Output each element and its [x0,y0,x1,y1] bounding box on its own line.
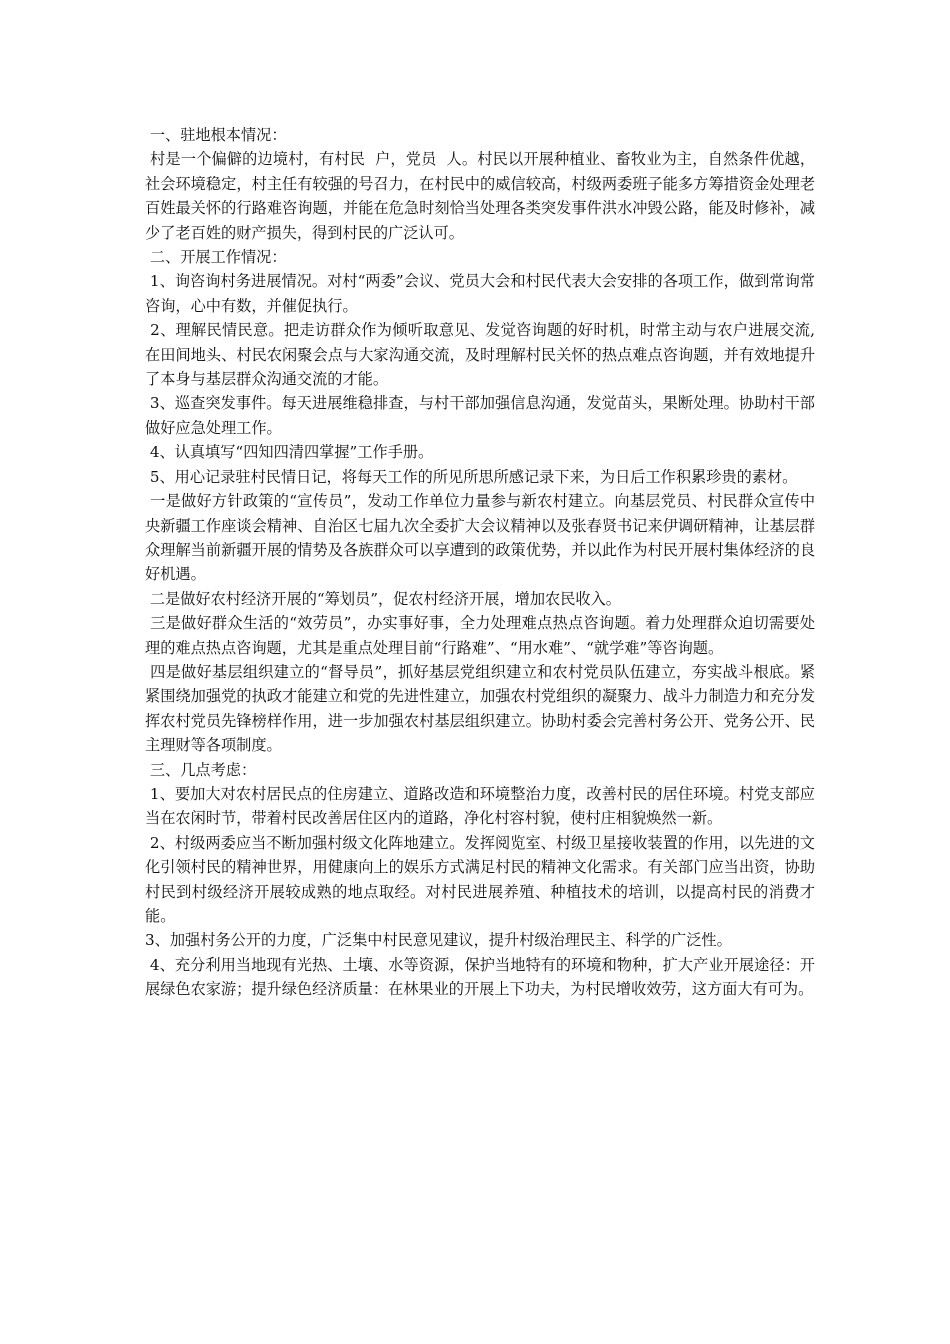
paragraph-work-item-2: 2、理解民情民意。把走访群众作为倾听取意见、发觉咨询题的好时机，时常主动与农户进展交流,在田间地头、村民农闲聚会点与大家沟通交流，及时理解村民关怀的热点难点咨询题，并有效地提升了本身与基层群众沟通交流的才能。 [145,321,815,389]
paragraph-role-propagandist: 一是做好方针政策的“宣传员”，发动工作单位力量参与新农村建立。向基层党员、村民群众宣传中央新疆工作座谈会精神、自治区七届九次全委扩大会议精神以及张春贤书记来伊调研精神，让基层群众理解当前新疆开展的情势及各族群众可以享遭到的政策优势，并以此作为村民开展村集体经济的良好机遇。 [145,492,816,584]
paragraph-work-item-4: 4、认真填写“四知四清四掌握”工作手册。 [145,443,434,462]
paragraph-suggestion-4: 4、充分利用当地现有光热、土壤、水等资源，保护当地特有的环境和物种，扩大产业开展途径：开展绿色农家游；提升绿色经济质量：在林果业的开展上下功夫，为村民增收效劳，这方面大有可为。 [145,955,815,999]
paragraph-work-item-3: 3、巡查突发事件。每天进展维稳排查，与村干部加强信息沟通，发觉苗头，果断处理。协助村干部做好应急处理工作。 [145,394,815,437]
paragraph-suggestion-3: 3、加强村务公开的力度，广泛集中村民意见建议，提升村级治理民主、科学的广泛性。 [145,931,732,950]
paragraph-suggestion-2: 2、村级两委应当不断加强村级文化阵地建立。发挥阅览室、村级卫星接收装置的作用，以先进的文化引领村民的精神世界，用健康向上的娱乐方式满足村民的精神文化需求。有关部门应当出资，协助村民到村级经济开展较成熟的地点取经。对村民进展养殖、种植技术的培训，以提高村民的消费才能。 [145,833,815,925]
paragraph-work-item-5: 5、用心记录驻村民情日记，将每天工作的所见所思所感记录下来，为日后工作积累珍贵的素材。 [145,467,798,486]
paragraph-work-item-1: 1、询咨询村务进展情况。对村“两委”会议、党员大会和村民代表大会安排的各项工作，做到常询常咨询，心中有数，并催促执行。 [145,272,815,315]
paragraph-role-servant: 三是做好群众生活的“效劳员”，办实事好事，全力处理难点热点咨询题。着力处理群众迫切需要处理的难点热点咨询题，尤其是重点处理目前“行路难”、“用水难”、“就学难”等咨询题。 [145,614,816,657]
document-body [145,123,815,1002]
section-heading-2: 二、开展工作情况： [145,248,287,267]
section-heading-3: 三、几点考虑： [145,760,257,779]
paragraph-role-planner: 二是做好农村经济开展的“筹划员”，促农村经济开展，增加农民收入。 [145,589,621,608]
paragraph-suggestion-1: 1、要加大对农村居民点的住房建立、道路改造和环境整治力度，改善村民的居住环境。村党支部应当在农闲时节，带着村民改善居住区内的道路，净化村容村貌，使村庄相貌焕然一新。 [145,784,815,828]
section-heading-1: 一、驻地根本情况： [145,126,287,144]
paragraph-role-supervisor: 四是做好基层组织建立的“督导员”，抓好基层党组织建立和农村党员队伍建立，夯实战斗根底。紧紧围绕加强党的执政才能建立和党的先进性建立，加强农村党组织的凝聚力、战斗力制造力和充分发挥农村党员先锋榜样作用，进一步加强农村基层组织建立。协助村委会完善村务公开、党务公开、民主理财等各项制度。 [145,662,816,755]
paragraph-village-overview: 村是一个偏僻的边境村，有村民 户，党员 人。村民以开展种植业、畜牧业为主，自然条件优越，社会环境稳定，村主任有较强的号召力，在村民中的威信较高，村级两委班子能多方筹措资金处理老百姓最关怀的行路难咨询题，并能在危急时刻恰当处理各类突发事件洪水冲毁公路，能及时修补，减少了老百姓的财产损失，得到村民的广泛认可。 [145,150,816,242]
